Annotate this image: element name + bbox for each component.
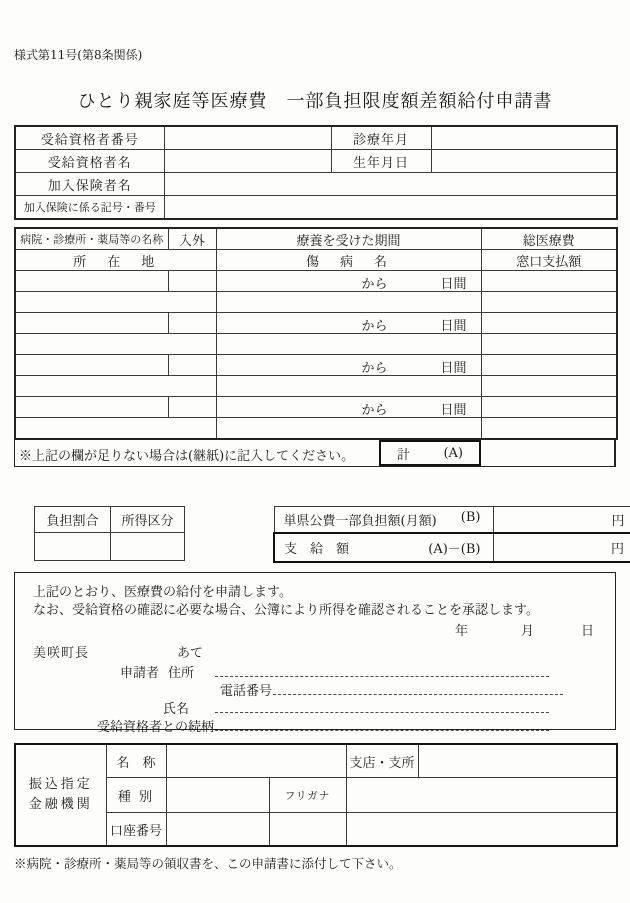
- treatment-period-field[interactable]: [216, 397, 481, 418]
- recipient-number-label: 受給資格者番号: [15, 126, 164, 150]
- table-row: [15, 355, 617, 376]
- declaration-line2: なお、受給資格の確認に必要な場合、公簿により所得を確認されることを承認します。: [33, 603, 539, 618]
- facility-name-header: 病院・診療所・薬局等の名称: [15, 228, 168, 250]
- address-field[interactable]: [15, 292, 216, 313]
- insurer-name-field[interactable]: [164, 173, 617, 196]
- insurer-name-label: 加入保険者名: [15, 173, 164, 196]
- form-number: 様式第11号(第8条関係): [14, 48, 143, 62]
- table-row: [15, 397, 617, 418]
- payment-amount-label: 支 給 額: [284, 542, 350, 557]
- account-holder-label: [269, 813, 346, 847]
- treatment-period-header: 療養を受けた期間: [216, 228, 481, 250]
- total-code-a: (A): [443, 445, 463, 461]
- disease-name-field[interactable]: [216, 334, 481, 355]
- name-label: 氏名: [163, 702, 190, 717]
- month-label: 月: [521, 624, 535, 639]
- table-row: [15, 313, 617, 334]
- insurance-symbol-field[interactable]: [164, 196, 617, 220]
- bank-section-title: [15, 744, 106, 846]
- total-cost-field[interactable]: [481, 355, 617, 376]
- table-header-row: [15, 250, 617, 271]
- inout-field[interactable]: [168, 313, 216, 334]
- facility-name-field[interactable]: [15, 313, 168, 334]
- yen-label: 円: [610, 542, 624, 557]
- total-row: [14, 440, 616, 467]
- income-class-label: 所得区分: [111, 507, 185, 533]
- burden-ratio-table: [34, 506, 185, 561]
- table-row: [15, 196, 617, 220]
- applicant-label: 申請者: [120, 666, 160, 681]
- table-header-row: [15, 228, 617, 250]
- table-row: [15, 334, 617, 355]
- inout-header: 入外: [168, 228, 216, 250]
- furigana-field[interactable]: [346, 778, 617, 813]
- address-field[interactable]: [215, 662, 549, 677]
- addressee-label: あて: [177, 646, 204, 661]
- window-payment-field[interactable]: [481, 292, 617, 313]
- code-a-minus-b: (A)－(B): [428, 542, 481, 557]
- total-a-cell: [379, 440, 481, 466]
- table-row: [15, 150, 617, 173]
- payment-amount-table: [273, 506, 630, 563]
- year-label: 年: [455, 624, 469, 639]
- address-field[interactable]: [15, 376, 216, 397]
- table-row: [15, 376, 617, 397]
- treatment-period-field[interactable]: [216, 355, 481, 376]
- table-row: [15, 292, 617, 313]
- bank-name-label: 名 称: [106, 744, 166, 778]
- address-label: 住所: [168, 666, 195, 681]
- days-label: 日間: [440, 403, 467, 418]
- total-amount-field[interactable]: [481, 440, 614, 466]
- declaration-box: [14, 572, 616, 735]
- bank-title-line1: 振込指定: [28, 776, 93, 792]
- bank-account-table: [14, 743, 618, 847]
- from-label: から: [361, 403, 388, 418]
- day-label: 日: [581, 624, 595, 639]
- disease-name-field[interactable]: [216, 376, 481, 397]
- birth-date-field[interactable]: [431, 150, 617, 173]
- insurance-symbol-label: 加入保険に係る記号・番号: [15, 196, 164, 220]
- disease-name-field[interactable]: [216, 418, 481, 440]
- total-label: 計: [397, 447, 411, 463]
- disease-name-header: 傷 病 名: [216, 250, 481, 271]
- recipient-name-label: 受給資格者名: [15, 150, 164, 173]
- mayor-label: 美咲町長: [33, 646, 90, 661]
- window-payment-header: 窓口支払額: [481, 250, 617, 271]
- table-row: [15, 173, 617, 196]
- table-row: [15, 126, 617, 150]
- burden-ratio-label: 負担割合: [35, 507, 111, 533]
- total-cost-field[interactable]: [481, 397, 617, 418]
- phone-label: 電話番号: [220, 684, 273, 699]
- medical-month-field[interactable]: [431, 126, 617, 150]
- address-field[interactable]: [15, 334, 216, 355]
- code-b: (B): [460, 510, 481, 525]
- from-label: から: [361, 319, 388, 334]
- medical-month-label: 診療年月: [331, 126, 431, 150]
- prefecture-burden-field[interactable]: [493, 507, 630, 534]
- treatment-period-field[interactable]: [216, 313, 481, 334]
- days-label: 日間: [440, 277, 467, 292]
- window-payment-field[interactable]: [481, 418, 617, 440]
- relation-label: 受給資格者との続柄: [97, 720, 215, 735]
- table-header-row: [35, 507, 185, 533]
- table-row: [15, 418, 617, 440]
- total-cost-field[interactable]: [481, 313, 617, 334]
- window-payment-field[interactable]: [481, 334, 617, 355]
- treatment-period-field[interactable]: [216, 271, 481, 292]
- inout-field[interactable]: [168, 355, 216, 376]
- table-row: [15, 778, 617, 813]
- branch-label: 支店・支所: [346, 744, 418, 778]
- furigana-label: フリガナ: [269, 778, 346, 813]
- bank-title-line2: 金融機関: [28, 797, 93, 812]
- account-type-field[interactable]: [166, 778, 269, 813]
- income-class-field[interactable]: [111, 533, 185, 561]
- recipient-number-field[interactable]: [164, 126, 331, 150]
- facility-name-field[interactable]: [15, 271, 168, 292]
- birth-date-label: 生年月日: [331, 150, 431, 173]
- continuation-note: ※上記の欄が足りない場合は(継紙)に記入してください。: [19, 449, 355, 464]
- payment-amount-field[interactable]: [493, 533, 630, 562]
- medical-expense-table: [14, 227, 618, 440]
- relation-field[interactable]: [215, 716, 549, 731]
- phone-field[interactable]: [273, 680, 563, 695]
- branch-field[interactable]: [418, 744, 617, 778]
- table-row: [274, 507, 630, 534]
- total-cost-header: 総医療費: [481, 228, 617, 250]
- recipient-name-field[interactable]: [164, 150, 331, 173]
- bank-name-field[interactable]: [166, 744, 346, 778]
- disease-name-field[interactable]: [216, 292, 481, 313]
- address-field[interactable]: [15, 418, 216, 440]
- total-cost-field[interactable]: [481, 271, 617, 292]
- account-type-label: 種 別: [106, 778, 166, 813]
- declaration-line1: 上記のとおり、医療費の給付を申請します。: [33, 585, 292, 600]
- inout-field[interactable]: [168, 397, 216, 418]
- prefecture-burden-label: 単県公費一部負担額(月額): [283, 514, 437, 529]
- facility-name-field[interactable]: [15, 397, 168, 418]
- account-holder-field[interactable]: [346, 813, 617, 847]
- middle-section: [14, 506, 625, 563]
- applicant-info-table: [14, 125, 618, 220]
- table-row: [15, 271, 617, 292]
- from-label: から: [361, 361, 388, 376]
- table-row: [15, 813, 617, 847]
- table-row: [35, 533, 185, 561]
- from-label: から: [361, 277, 388, 292]
- payment-amount-cell: [274, 533, 493, 562]
- account-number-label: 口座番号: [106, 813, 166, 847]
- name-field[interactable]: [215, 698, 549, 713]
- yen-label: 円: [611, 514, 625, 529]
- window-payment-field[interactable]: [481, 376, 617, 397]
- facility-name-field[interactable]: [15, 355, 168, 376]
- table-row: [15, 744, 617, 778]
- address-header: 所 在 地: [15, 250, 216, 271]
- prefecture-burden-cell: [274, 507, 493, 534]
- page-title: ひとり親家庭等医療費 一部負担限度額差額給付申請書: [77, 91, 553, 112]
- account-number-field[interactable]: [166, 813, 269, 847]
- receipt-attachment-note: ※病院・診療所・薬局等の領収書を、この申請書に添付して下さい。: [14, 856, 402, 871]
- table-row: [274, 533, 630, 562]
- burden-ratio-field[interactable]: [35, 533, 111, 561]
- days-label: 日間: [440, 361, 467, 376]
- inout-field[interactable]: [168, 271, 216, 292]
- days-label: 日間: [440, 319, 467, 334]
